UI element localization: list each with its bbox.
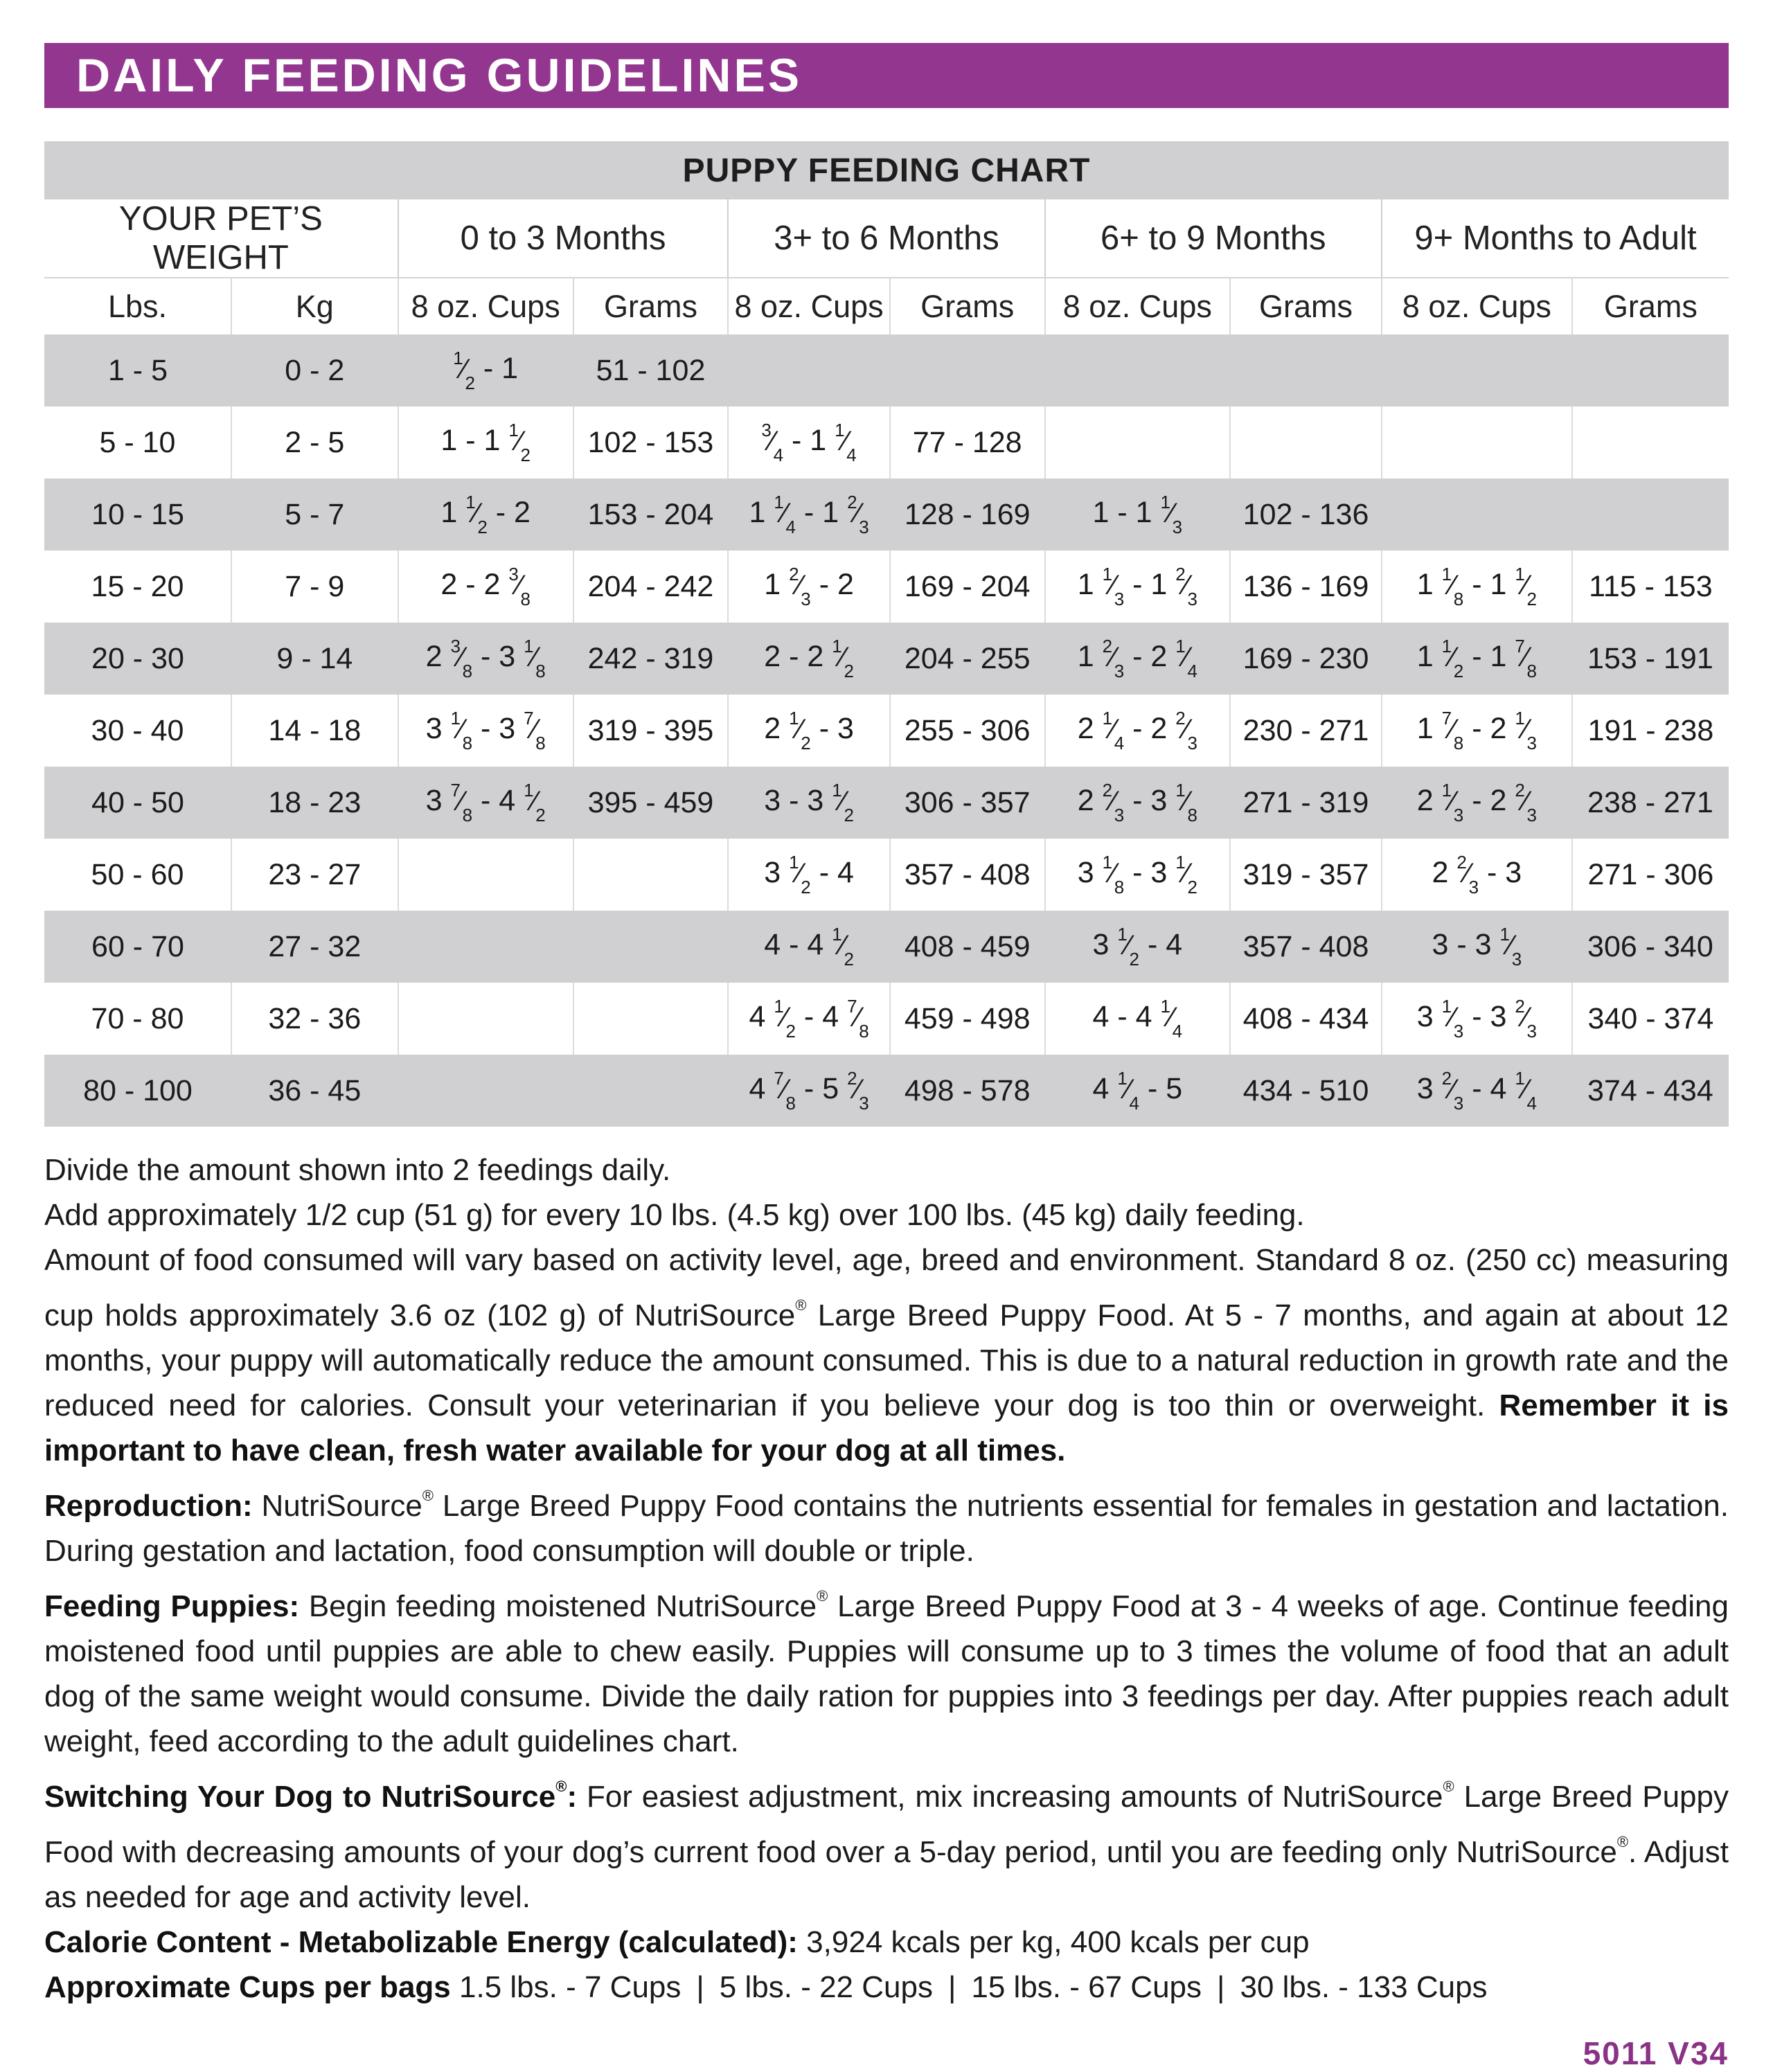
note-text: For easiest adjustment, mix increasing amounts of NutriSource® Large Breed Puppy Food with decreasing amounts of your dog’s current food over a 5-day period, until you are feeding only NutriSource®. Adjust as needed for age and activity level.: [44, 1778, 1729, 1914]
table-cell: 340 - 374: [1572, 983, 1729, 1055]
note-text: 3,924 kcals per kg, 400 kcals per cup: [797, 1925, 1310, 1959]
note-text: Amount of food consumed will vary based on activity level, age, breed and environment. Standard 8 oz. (250 cc) measuring cup holds approximately 3.6 oz (102 g) of NutriSource® Large Breed Puppy Food. At 5 - 7 months, and again at about 12 months, your puppy will automatically reduce the amount consumed. This is due to a natural reduction in growth rate and the reduced need for calories. Consult your veterinarian if you believe your dog is too thin or overweight.: [44, 1243, 1729, 1422]
column-group-row: [44, 199, 1729, 278]
table-cell: 357 - 408: [890, 839, 1045, 911]
note-text: Begin feeding moistened NutriSource® Large Breed Puppy Food at 3 - 4 weeks of age. Continue feeding moistened food until puppies are able to chew easily. Puppies will consume up to 3 times the volume of food that an adult dog of the same weight would consume. Divide the daily ration for puppies into 3 feedings per day. After puppies reach adult weight, feed according to the adult guidelines chart.: [44, 1587, 1729, 1758]
table-cell: 238 - 271: [1572, 767, 1729, 839]
column-subheader: 8 oz. Cups: [1045, 278, 1231, 334]
table-cell: [728, 334, 889, 407]
table-cell: 408 - 459: [890, 911, 1045, 983]
table-cell: [1382, 407, 1572, 479]
table-cell: 15 - 20: [44, 551, 231, 623]
table-cell: [1572, 334, 1729, 407]
table-cell: 1 - 1 $^1⁄_2$: [398, 407, 573, 479]
table-cell: 2 $^1⁄_4 - 2$ $^2⁄_3$: [1045, 695, 1231, 767]
table-cell: 30 - 40: [44, 695, 231, 767]
column-subheader: Grams: [1230, 278, 1382, 334]
table-cell: 102 - 136: [1230, 479, 1382, 551]
column-group-header: 0 to 3 Months: [398, 199, 729, 278]
table-cell: 70 - 80: [44, 983, 231, 1055]
table-cell: 1 $^1⁄_8 - 1$ $^1⁄_2$: [1382, 551, 1572, 623]
table-cell: 153 - 191: [1572, 623, 1729, 695]
table-cell: 3 $^1⁄_3 - 3$ $^2⁄_3$: [1382, 983, 1572, 1055]
table-cell: 395 - 459: [573, 767, 729, 839]
table-cell: 169 - 230: [1230, 623, 1382, 695]
page-title: DAILY FEEDING GUIDELINES: [76, 49, 803, 102]
table-cell: 1 $^1⁄_2 - 2$: [398, 479, 573, 551]
column-subheader: Kg: [231, 278, 398, 334]
table-row: [44, 983, 1729, 1055]
table-cell: 153 - 204: [573, 479, 729, 551]
notes-section: [44, 1147, 1729, 2010]
note-text: Divide the amount shown into 2 feedings daily.: [44, 1153, 671, 1187]
chart-title-bar: [44, 141, 1729, 199]
table-cell: 2 - 2 $^1⁄_2$: [728, 623, 889, 695]
table-cell: 255 - 306: [890, 695, 1045, 767]
table-cell: 306 - 357: [890, 767, 1045, 839]
table-cell: [1382, 479, 1572, 551]
table-row: [44, 479, 1729, 551]
table-cell: 319 - 357: [1230, 839, 1382, 911]
chart-title: PUPPY FEEDING CHART: [682, 152, 1091, 189]
table-cell: [573, 1055, 729, 1127]
table-cell: 23 - 27: [231, 839, 398, 911]
note-bold-text: Feeding Puppies:: [44, 1589, 300, 1623]
table-cell: 3 $^1⁄_2 - 4$: [728, 839, 889, 911]
note: [44, 1573, 1729, 1764]
feeding-table-header: [44, 199, 1729, 334]
note-text: Add approximately 1/2 cup (51 g) for every 10 lbs. (4.5 kg) over 100 lbs. (45 kg) daily feeding.: [44, 1198, 1305, 1232]
table-cell: [1045, 407, 1231, 479]
note: [44, 1238, 1729, 1473]
table-cell: 7 - 9: [231, 551, 398, 623]
table-cell: [1382, 334, 1572, 407]
table-cell: [573, 983, 729, 1055]
table-cell: 434 - 510: [1230, 1055, 1382, 1127]
table-cell: 0 - 2: [231, 334, 398, 407]
table-cell: 50 - 60: [44, 839, 231, 911]
table-row: [44, 623, 1729, 695]
note: [44, 1147, 1729, 1193]
table-cell: 80 - 100: [44, 1055, 231, 1127]
table-cell: 408 - 434: [1230, 983, 1382, 1055]
table-row: [44, 1055, 1729, 1127]
table-cell: [573, 911, 729, 983]
table-cell: [1230, 407, 1382, 479]
table-cell: [1045, 334, 1231, 407]
table-row: [44, 695, 1729, 767]
table-cell: 459 - 498: [890, 983, 1045, 1055]
table-cell: 2 $^2⁄_3 - 3$ $^1⁄_8$: [1045, 767, 1231, 839]
table-cell: 374 - 434: [1572, 1055, 1729, 1127]
table-cell: 357 - 408: [1230, 911, 1382, 983]
table-cell: 4 $^1⁄_4 - 5$: [1045, 1055, 1231, 1127]
table-cell: [573, 839, 729, 911]
table-cell: 319 - 395: [573, 695, 729, 767]
table-cell: [398, 911, 573, 983]
note: [44, 1473, 1729, 1573]
table-row: [44, 407, 1729, 479]
table-cell: 18 - 23: [231, 767, 398, 839]
table-cell: 2 $^2⁄_3 - 3$: [1382, 839, 1572, 911]
table-cell: 4 - 4 $^1⁄_2$: [728, 911, 889, 983]
table-cell: 1 $^2⁄_3 - 2$: [728, 551, 889, 623]
table-cell: 14 - 18: [231, 695, 398, 767]
table-cell: 191 - 238: [1572, 695, 1729, 767]
table-cell: 1 $^1⁄_2 - 1$ $^7⁄_8$: [1382, 623, 1572, 695]
table-cell: 5 - 10: [44, 407, 231, 479]
table-cell: 3 $^1⁄_2 - 4$: [1045, 911, 1231, 983]
table-row: [44, 767, 1729, 839]
column-group-header: 9+ Months to Adult: [1382, 199, 1729, 278]
table-cell: 204 - 242: [573, 551, 729, 623]
table-cell: 271 - 319: [1230, 767, 1382, 839]
table-cell: 4 $^7⁄_8 - 5$ $^2⁄_3$: [728, 1055, 889, 1127]
table-cell: 169 - 204: [890, 551, 1045, 623]
table-cell: 3 - 3 $^1⁄_3$: [1382, 911, 1572, 983]
table-cell: 60 - 70: [44, 911, 231, 983]
table-cell: 20 - 30: [44, 623, 231, 695]
table-cell: 51 - 102: [573, 334, 729, 407]
column-group-header: 3+ to 6 Months: [728, 199, 1044, 278]
table-cell: 4 $^1⁄_2 - 4$ $^7⁄_8$: [728, 983, 889, 1055]
form-code: 5011 V34: [1583, 2035, 1729, 2071]
table-cell: 2 $^1⁄_2 - 3$: [728, 695, 889, 767]
table-cell: 40 - 50: [44, 767, 231, 839]
table-cell: 128 - 169: [890, 479, 1045, 551]
note-text: NutriSource® Large Breed Puppy Food contains the nutrients essential for females in gestation and lactation. During gestation and lactation, food consumption will double or triple.: [44, 1487, 1729, 1568]
note: [44, 1920, 1729, 1965]
note-bold-text: Switching Your Dog to NutriSource®:: [44, 1778, 578, 1814]
table-cell: 1 - 5: [44, 334, 231, 407]
table-row: [44, 911, 1729, 983]
table-cell: 1 - 1 $^1⁄_3$: [1045, 479, 1231, 551]
note-bold-text: Calorie Content - Metabolizable Energy (calculated):: [44, 1925, 798, 1959]
table-cell: $^1⁄_2 - 1$: [398, 334, 573, 407]
table-cell: $^3⁄_4 - 1$ $^1⁄_4$: [728, 407, 889, 479]
column-subheader: Grams: [890, 278, 1045, 334]
table-cell: 136 - 169: [1230, 551, 1382, 623]
table-cell: 271 - 306: [1572, 839, 1729, 911]
table-cell: 230 - 271: [1230, 695, 1382, 767]
table-cell: [1572, 479, 1729, 551]
note: [44, 1193, 1729, 1238]
table-cell: 5 - 7: [231, 479, 398, 551]
column-subheader: Grams: [573, 278, 729, 334]
table-cell: 498 - 578: [890, 1055, 1045, 1127]
note-bold-text: Reproduction:: [44, 1489, 253, 1523]
column-subheader: 8 oz. Cups: [728, 278, 889, 334]
table-cell: 3 $^1⁄_8 - 3$ $^1⁄_2$: [1045, 839, 1231, 911]
column-group-header: 6+ to 9 Months: [1045, 199, 1382, 278]
table-row: [44, 334, 1729, 407]
daily-feeding-guidelines-banner: [44, 43, 1729, 108]
table-cell: [890, 334, 1045, 407]
column-subheader: 8 oz. Cups: [398, 278, 573, 334]
table-cell: 3 $^7⁄_8 - 4$ $^1⁄_2$: [398, 767, 573, 839]
table-cell: 2 - 5: [231, 407, 398, 479]
feeding-table: [44, 199, 1729, 1127]
column-group-header: YOUR PET’S WEIGHT: [44, 199, 398, 278]
table-cell: 115 - 153: [1572, 551, 1729, 623]
table-cell: 1 $^1⁄_3 - 1$ $^2⁄_3$: [1045, 551, 1231, 623]
column-subheader: 8 oz. Cups: [1382, 278, 1572, 334]
table-cell: 27 - 32: [231, 911, 398, 983]
column-subheader-row: [44, 278, 1729, 334]
column-subheader: Lbs.: [44, 278, 231, 334]
note: [44, 1965, 1729, 2010]
table-row: [44, 551, 1729, 623]
table-cell: 77 - 128: [890, 407, 1045, 479]
table-cell: [398, 983, 573, 1055]
table-cell: [398, 839, 573, 911]
table-cell: 2 $^3⁄_8 - 3$ $^1⁄_8$: [398, 623, 573, 695]
table-cell: 1 $^1⁄_4 - 1$ $^2⁄_3$: [728, 479, 889, 551]
table-cell: 1 $^7⁄_8 - 2$ $^1⁄_3$: [1382, 695, 1572, 767]
table-cell: 4 - 4 $^1⁄_4$: [1045, 983, 1231, 1055]
column-subheader: Grams: [1572, 278, 1729, 334]
table-cell: 102 - 153: [573, 407, 729, 479]
note-bold-text: Approximate Cups per bags: [44, 1970, 451, 2004]
table-cell: 9 - 14: [231, 623, 398, 695]
note-bold-text: Remember it is important to have clean, fresh water available for your dog at all times.: [44, 1388, 1729, 1467]
table-cell: [1572, 407, 1729, 479]
table-cell: 3 - 3 $^1⁄_2$: [728, 767, 889, 839]
table-cell: 242 - 319: [573, 623, 729, 695]
note: [44, 1764, 1729, 1920]
table-cell: 204 - 255: [890, 623, 1045, 695]
table-cell: 36 - 45: [231, 1055, 398, 1127]
table-cell: 3 $^1⁄_8 - 3$ $^7⁄_8$: [398, 695, 573, 767]
table-cell: [398, 1055, 573, 1127]
table-cell: 32 - 36: [231, 983, 398, 1055]
table-cell: [1230, 334, 1382, 407]
feeding-table-body: [44, 334, 1729, 1127]
table-cell: 2 $^1⁄_3 - 2$ $^2⁄_3$: [1382, 767, 1572, 839]
table-row: [44, 839, 1729, 911]
table-cell: 10 - 15: [44, 479, 231, 551]
table-cell: 306 - 340: [1572, 911, 1729, 983]
table-cell: 3 $^2⁄_3 - 4$ $^1⁄_4$: [1382, 1055, 1572, 1127]
table-cell: 1 $^2⁄_3 - 2$ $^1⁄_4$: [1045, 623, 1231, 695]
note-text: 1.5 lbs. - 7 Cups | 5 lbs. - 22 Cups | 15 lbs. - 67 Cups | 30 lbs. - 133 Cups: [450, 1970, 1488, 2004]
table-cell: 2 - 2 $^3⁄_8$: [398, 551, 573, 623]
